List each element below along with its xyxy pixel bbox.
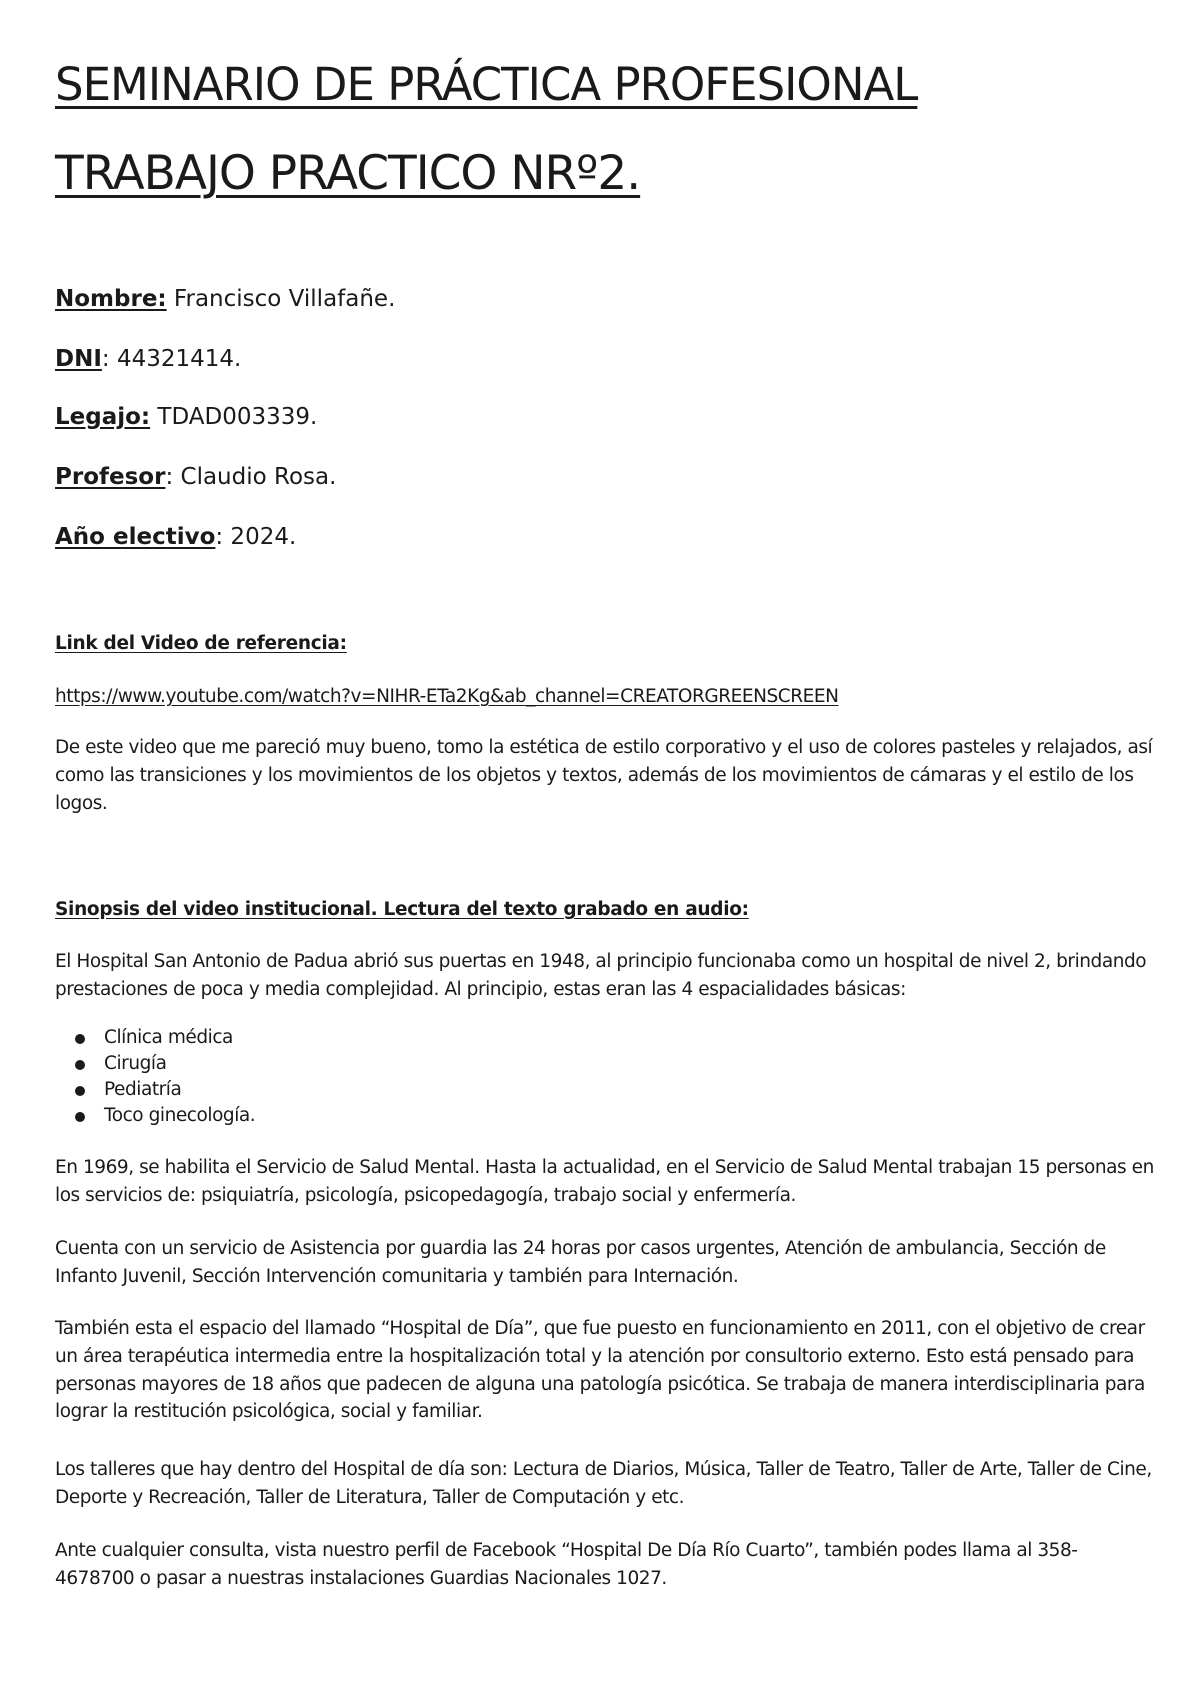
synopsis-paragraph: También esta el espacio del llamado “Hospital de Día”, que fue puesto en funcionamiento en 2011, con el objetivo de crear un área terapéutica intermedia entre la hospitalización total y la atención por consultorio externo. Esto está pensado para personas mayores de 18 años que padecen de alguna una patología psicótica. Se trabaja de manera interdisciplinaria para lograr la restitución psicológica, social y familiar. bbox=[55, 1318, 1145, 1423]
synopsis-heading: Sinopsis del video institucional. Lectura del texto grabado en audio: bbox=[55, 899, 749, 920]
field-value: Francisco Villafañe. bbox=[166, 286, 396, 312]
field-value: : Claudio Rosa. bbox=[165, 464, 337, 490]
field-value: TDAD003339. bbox=[150, 404, 318, 430]
field-label: Nombre: bbox=[55, 286, 167, 312]
document-subtitle: TRABAJO PRACTICO NRº2. bbox=[55, 146, 641, 201]
list-item-text: Cirugía bbox=[104, 1053, 167, 1074]
field-profesor bbox=[55, 466, 336, 489]
bullet-icon bbox=[75, 1060, 85, 1070]
list-item bbox=[55, 1025, 255, 1051]
reference-video-link[interactable]: https://www.youtube.com/watch?v=NIHR-ETa2Kg&ab_channel=CREATORGREENSCREEN bbox=[55, 686, 839, 707]
list-item-text: Pediatría bbox=[104, 1079, 182, 1100]
list-item-text: Clínica médica bbox=[104, 1027, 233, 1048]
document-title: SEMINARIO DE PRÁCTICA PROFESIONAL bbox=[55, 58, 918, 111]
list-item bbox=[55, 1077, 255, 1103]
bullet-icon bbox=[75, 1112, 85, 1122]
field-label: Legajo: bbox=[55, 404, 151, 430]
field-dni bbox=[55, 348, 241, 371]
reference-heading: Link del Video de referencia: bbox=[55, 633, 347, 654]
synopsis-paragraph: Cuenta con un servicio de Asistencia por guardia las 24 horas por casos urgentes, Atención de ambulancia, Sección de Infanto Juvenil, Sección Intervención comunitaria y también para Internación. bbox=[55, 1238, 1106, 1287]
synopsis-paragraph: Los talleres que hay dentro del Hospital de día son: Lectura de Diarios, Música, Taller de Teatro, Taller de Arte, Taller de Cine, Deporte y Recreación, Taller de Literatura, Taller de Computación y etc. bbox=[55, 1459, 1152, 1508]
field-label: Año electivo bbox=[55, 524, 216, 550]
synopsis-paragraph: En 1969, se habilita el Servicio de Salud Mental. Hasta la actualidad, en el Servicio de Salud Mental trabajan 15 personas en los servicios de: psiquiatría, psicología, psicopedagogía, trabajo social y enfermería. bbox=[55, 1157, 1154, 1206]
specialties-list bbox=[55, 1025, 255, 1129]
synopsis-paragraph: Ante cualquier consulta, vista nuestro perfil de Facebook “Hospital De Día Río Cuarto”, también podes llama al 358-4678700 o pasar a nuestras instalaciones Guardias Nacionales 1027. bbox=[55, 1540, 1078, 1589]
field-value: : 44321414. bbox=[101, 346, 242, 372]
field-legajo bbox=[55, 406, 317, 429]
field-value: : 2024. bbox=[215, 524, 297, 550]
reference-description: De este video que me pareció muy bueno, tomo la estética de estilo corporativo y el uso de colores pasteles y relajados, así como las transiciones y los movimientos de los objetos y textos, además de los movimientos de cámaras y el estilo de los logos. bbox=[55, 737, 1153, 814]
list-item bbox=[55, 1051, 255, 1077]
field-label: DNI bbox=[55, 346, 102, 372]
field-label: Profesor bbox=[55, 464, 166, 490]
field-ano-electivo bbox=[55, 526, 296, 549]
bullet-icon bbox=[75, 1034, 85, 1044]
list-item-text: Toco ginecología. bbox=[104, 1105, 256, 1126]
list-item bbox=[55, 1103, 255, 1129]
synopsis-intro: El Hospital San Antonio de Padua abrió sus puertas en 1948, al principio funcionaba como un hospital de nivel 2, brindando prestaciones de poca y media complejidad. Al principio, estas eran las 4 espacialidades básicas: bbox=[55, 951, 1147, 1000]
field-nombre bbox=[55, 288, 395, 311]
bullet-icon bbox=[75, 1086, 85, 1096]
